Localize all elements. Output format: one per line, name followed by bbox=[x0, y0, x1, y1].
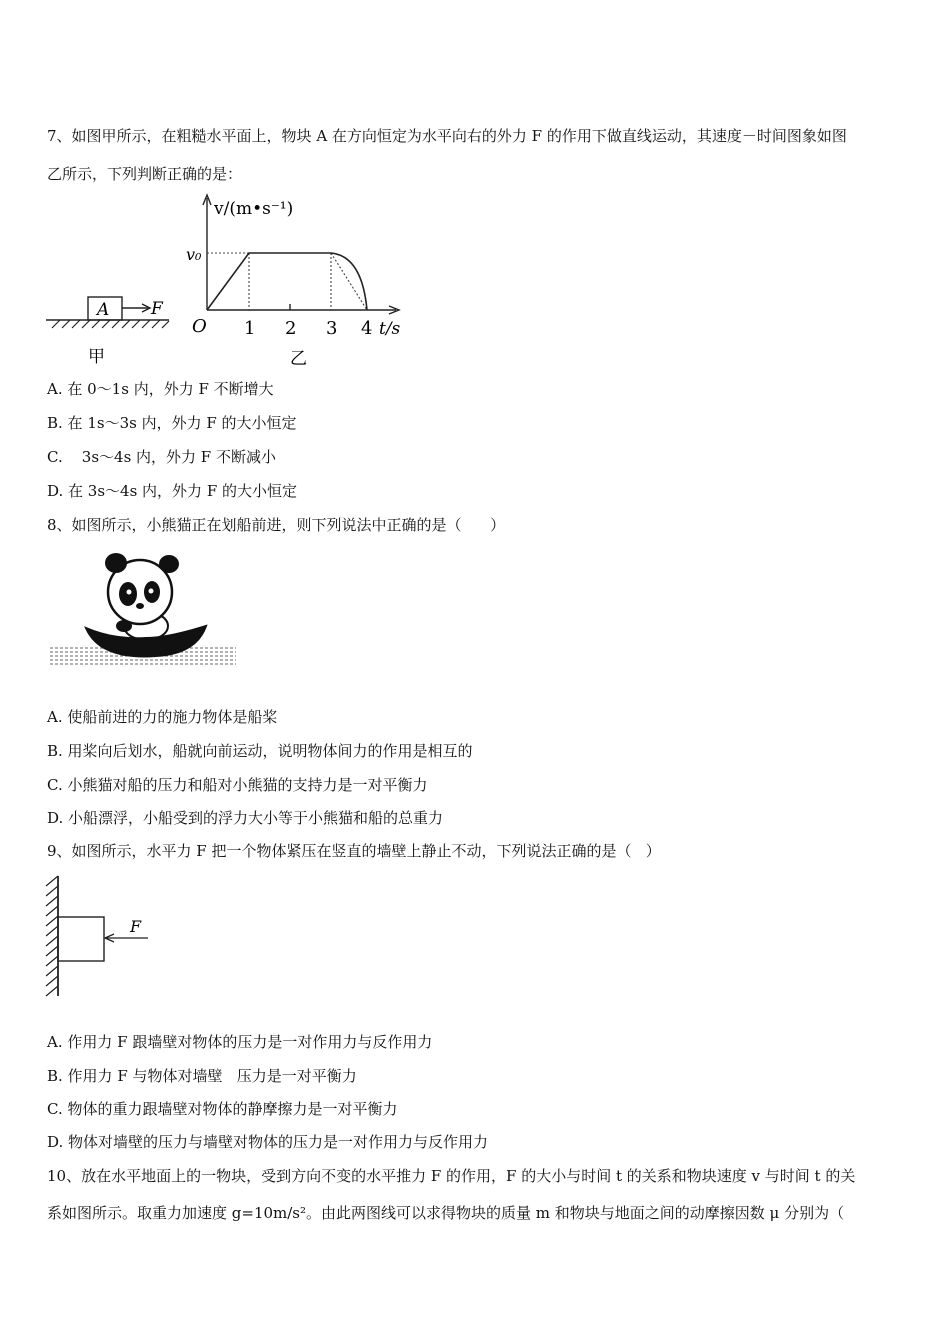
q7-ground bbox=[46, 320, 169, 328]
q9-option-a: A. 作用力 F 跟墙壁对物体的压力是一对作用力与反作用力 bbox=[47, 1033, 433, 1051]
q9-option-b: B. 作用力 F 与物体对墙壁 压力是一对平衡力 bbox=[47, 1067, 357, 1085]
q8-option-a: A. 使船前进的力的施力物体是船桨 bbox=[47, 708, 278, 726]
q7-option-d: D. 在 3s～4s 内，外力 F 的大小恒定 bbox=[47, 482, 297, 500]
q7-x-tick: 3 bbox=[326, 318, 338, 339]
q9-block bbox=[58, 917, 104, 961]
q9-force-label: F bbox=[130, 917, 142, 936]
q9-force-arrow bbox=[105, 934, 148, 942]
q7-x-axis-label: t/s bbox=[379, 319, 401, 339]
q8-panda-boat-figure bbox=[48, 548, 240, 668]
q8-option-b: B. 用桨向后划水，船就向前运动，说明物体间力的作用是相互的 bbox=[47, 742, 473, 760]
q7-x-tick: 1 bbox=[244, 318, 256, 339]
q7-stem-line1: 7、如图甲所示，在粗糙水平面上，物块 A 在方向恒定为水平向右的外力 F 的作用下做直线运动，其速度－时间图象如图 bbox=[47, 127, 847, 145]
q7-figure bbox=[44, 190, 414, 370]
q7-option-a: A. 在 0～1s 内，外力 F 不断增大 bbox=[47, 380, 274, 398]
q10-stem-line1: 10、放在水平地面上的一物块，受到方向不变的水平推力 F 的作用，F 的大小与时间 t 的关系和物块速度 v 与时间 t 的关 bbox=[47, 1167, 856, 1185]
q7-force-arrow bbox=[122, 304, 150, 312]
q7-x-tick: 4 bbox=[361, 318, 373, 339]
q7-block-label: A bbox=[97, 300, 110, 320]
q7-caption-left: 甲 bbox=[88, 347, 105, 367]
q7-caption-right: 乙 bbox=[290, 349, 307, 369]
q10-stem-line2: 系如图所示。取重力加速度 g=10m/s²。由此两图线可以求得物块的质量 m 和物块与地面之间的动摩擦因数 μ 分别为（ bbox=[47, 1204, 845, 1222]
q7-guides bbox=[207, 253, 367, 310]
q8-option-d: D. 小船漂浮，小船受到的浮力大小等于小熊猫和船的总重力 bbox=[47, 809, 444, 827]
q8-stem: 8、如图所示，小熊猫正在划船前进，则下列说法中正确的是（ ） bbox=[47, 516, 506, 534]
q7-y-axis-label: v/(m•s⁻¹) bbox=[214, 199, 294, 219]
q9-option-d: D. 物体对墙壁的压力与墙壁对物体的压力是一对作用力与反作用力 bbox=[47, 1133, 489, 1151]
q7-v0-label: v₀ bbox=[186, 245, 202, 264]
q7-force-label: F bbox=[151, 299, 163, 319]
q7-option-b: B. 在 1s～3s 内，外力 F 的大小恒定 bbox=[47, 414, 297, 432]
q9-option-c: C. 物体的重力跟墙壁对物体的静摩擦力是一对平衡力 bbox=[47, 1100, 398, 1118]
q9-wall-figure bbox=[40, 872, 160, 1002]
q7-stem-line2: 乙所示，下列判断正确的是： bbox=[47, 165, 243, 183]
panda-icon bbox=[105, 553, 179, 640]
q7-velocity-curve bbox=[207, 253, 367, 310]
q7-option-c: C. 3s～4s 内，外力 F 不断减小 bbox=[47, 448, 276, 466]
q9-stem: 9、如图所示，水平力 F 把一个物体紧压在竖直的墙壁上静止不动，下列说法正确的是（ ） bbox=[47, 842, 661, 860]
q7-x-tick: 2 bbox=[285, 318, 297, 339]
q8-option-c: C. 小熊猫对船的压力和船对小熊猫的支持力是一对平衡力 bbox=[47, 776, 428, 794]
q9-wall bbox=[46, 876, 58, 996]
q7-origin-label: O bbox=[192, 316, 207, 337]
